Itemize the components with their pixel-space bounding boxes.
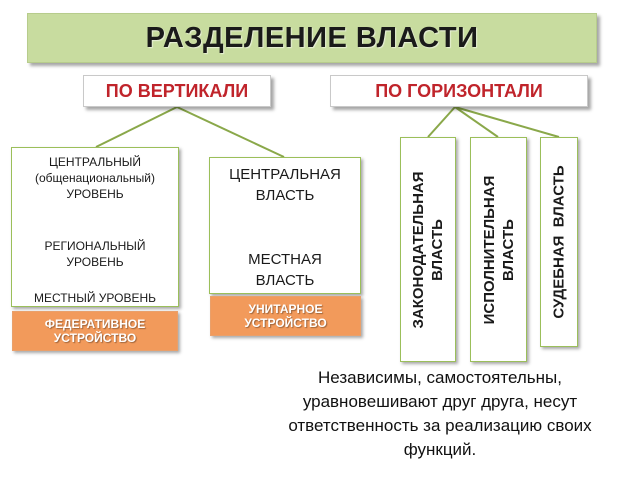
unitary-label-line1: УНИТАРНОЕ: [248, 302, 323, 316]
branch-executive-label: [480, 175, 518, 324]
header-horizontal-label: ПО ГОРИЗОНТАЛИ: [375, 80, 543, 101]
header-vertical-label: ПО ВЕРТИКАЛИ: [105, 80, 249, 101]
page-title: РАЗДЕЛЕНИЕ ВЛАСТИ: [145, 21, 479, 54]
branch-judicial: [540, 137, 578, 347]
federal-label: [12, 311, 178, 351]
connector-vertical-to-federal: [96, 107, 177, 147]
header-vertical: [83, 75, 271, 107]
unitary-local: [210, 249, 360, 291]
branch-legislative: [400, 137, 456, 362]
federal-levels-box: [11, 147, 179, 307]
branches-note: [285, 366, 595, 462]
branch-judicial-line1: СУДЕБНАЯ ВЛАСТЬ: [550, 165, 568, 319]
unitary-label: [210, 296, 361, 336]
title-banner: [27, 13, 597, 63]
note-line4: функций.: [403, 440, 477, 459]
level-local: МЕСТНЫЙ УРОВЕНЬ: [33, 291, 157, 305]
connector-horizontal-to-judicial: [455, 107, 559, 137]
header-horizontal: [330, 75, 588, 107]
branch-executive: [470, 137, 527, 362]
connector-horizontal-to-legislative: [428, 107, 455, 137]
level-central-line2: (общенациональный): [34, 171, 155, 185]
unitary-levels-box: [209, 157, 361, 294]
level-regional-line1: РЕГИОНАЛЬНЫЙ: [44, 239, 146, 253]
note-line2: уравновешивают друг друга, несут: [302, 392, 578, 411]
branch-legislative-line2: ВЛАСТЬ: [429, 218, 446, 281]
unitary-label-line2: УСТРОЙСТВО: [244, 316, 327, 330]
unitary-central-line2: ВЛАСТЬ: [255, 187, 315, 204]
federal-label-line2: УСТРОЙСТВО: [53, 331, 137, 345]
connector-vertical-to-unitary: [177, 107, 284, 157]
note-line3: ответственность за реализацию своих: [288, 416, 592, 435]
level-regional: [12, 238, 178, 270]
level-central: [12, 154, 178, 202]
level-central-line1: ЦЕНТРАЛЬНЫЙ: [48, 155, 141, 169]
federal-label-line1: ФЕДЕРАТИВНОЕ: [44, 317, 146, 331]
branch-judicial-label: [550, 165, 569, 318]
level-regional-line2: УРОВЕНЬ: [66, 255, 124, 269]
branch-executive-line1: ИСПОЛНИТЕЛЬНАЯ: [480, 175, 498, 324]
note-line1: Независимы, самостоятельны,: [318, 368, 562, 387]
branch-legislative-line1: ЗАКОНОДАТЕЛЬНАЯ: [410, 170, 427, 329]
unitary-central: [210, 164, 360, 206]
unitary-central-line1: ЦЕНТРАЛЬНАЯ: [229, 166, 341, 183]
level-central-line3: УРОВЕНЬ: [66, 187, 124, 201]
branch-executive-line2: ВЛАСТЬ: [499, 218, 517, 281]
branch-legislative-label: [409, 171, 447, 328]
unitary-local-line2: ВЛАСТЬ: [255, 272, 315, 289]
connector-horizontal-to-executive: [455, 107, 498, 137]
unitary-local-line1: МЕСТНАЯ: [248, 251, 322, 268]
